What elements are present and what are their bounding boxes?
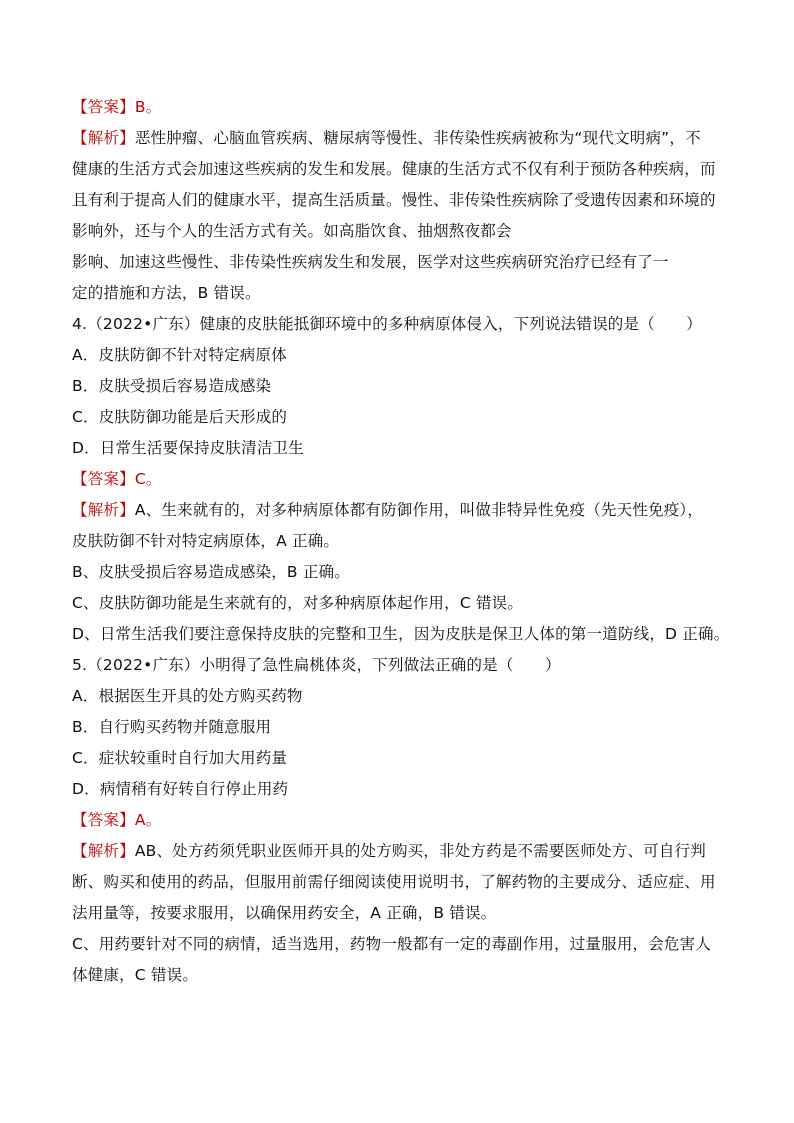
q4-option-b: B．皮肤受损后容易造成感染 xyxy=(72,377,272,395)
q5-stem: 5.（2022•广东）小明得了急性扁桃体炎，下列做法正确的是（ ） xyxy=(72,656,561,674)
document-page xyxy=(72,92,730,991)
q4-analysis-line-1 xyxy=(72,495,724,526)
q3-analysis-line-2: 健康的生活方式会加速这些疾病的发生和发展。健康的生活方式不仅有利于预防各种疾病，而 xyxy=(72,160,716,178)
q4-analysis-line-2: 皮肤防御不针对特定病原体，A 正确。 xyxy=(72,532,340,550)
q4-analysis-line-4: C、皮肤防御功能是生来就有的，对多种病原体起作用，C 错误。 xyxy=(72,594,524,612)
q3-analysis-line-6: 定的措施和方法，B 错误。 xyxy=(72,284,261,302)
q5-analysis-line-4: C、用药要针对不同的病情，适当选用，药物一般都有一定的毒副作用，过量服用，会危害人 xyxy=(72,935,712,953)
answer-text: A。 xyxy=(134,811,162,829)
q4-stem: 4.（2022•广东）健康的皮肤能抵御环境中的多种病原体侵入，下列说法错误的是（ ） xyxy=(72,315,702,333)
q4-option-c: C．皮肤防御功能是后天形成的 xyxy=(72,408,288,426)
q3-analysis-line-4: 影响外，还与个人的生活方式有关。如高脂饮食、抽烟熬夜都会 xyxy=(72,222,512,240)
answer-text: C。 xyxy=(134,470,162,488)
q5-answer xyxy=(72,805,724,836)
q4-analysis-line-3: B、皮肤受损后容易造成感染，B 正确。 xyxy=(72,563,350,581)
q4-analysis-line-5: D、日常生活我们要注意保持皮肤的完整和卫生，因为皮肤是保卫人体的第一道防线，D 正确。 xyxy=(72,625,730,643)
q5-analysis-line-5: 体健康，C 错误。 xyxy=(72,966,199,984)
q5-option-b: B．自行购买药物并随意服用 xyxy=(72,718,272,736)
answer-text: B。 xyxy=(134,98,162,116)
q3-answer xyxy=(72,92,724,123)
analysis-tag: 【解析】 xyxy=(72,842,135,860)
q5-analysis-line-1 xyxy=(72,836,724,867)
analysis-tag: 【解析】 xyxy=(72,129,135,147)
q4-answer xyxy=(72,464,724,495)
q3-analysis-line-3: 且有利于提高人们的健康水平，提高生活质量。慢性、非传染性疾病除了受遗传因素和环境的 xyxy=(72,191,716,209)
analysis-text: 恶性肿瘤、心脑血管疾病、糖尿病等慢性、非传染性疾病被称为“现代文明病”，不 xyxy=(134,129,701,147)
answer-tag: 【答案】 xyxy=(72,470,135,488)
q5-option-c: C．症状较重时自行加大用药量 xyxy=(72,749,288,767)
q4-option-a: A．皮肤防御不针对特定病原体 xyxy=(72,346,287,364)
analysis-tag: 【解析】 xyxy=(72,501,135,519)
q3-analysis-line-5: 影响、加速这些慢性、非传染性疾病发生和发展，医学对这些疾病研究治疗已经有了一 xyxy=(72,253,669,271)
q5-option-a: A．根据医生开具的处方购买药物 xyxy=(72,687,303,705)
analysis-text: A、生来就有的，对多种病原体都有防御作用，叫做非特异性免疫（先天性免疫）， xyxy=(134,501,704,519)
analysis-text: AB、处方药须凭职业医师开具的处方购买，非处方药是不需要医师处方、可自行判 xyxy=(134,842,706,860)
answer-tag: 【答案】 xyxy=(72,98,135,116)
q3-analysis-line-1 xyxy=(72,123,724,154)
q5-analysis-line-2: 断、购买和使用的药品，但服用前需仔细阅读使用说明书，了解药物的主要成分、适应症、用 xyxy=(72,873,716,891)
q5-analysis-line-3: 法用量等，按要求服用，以确保用药安全，A 正确，B 错误。 xyxy=(72,904,497,922)
q5-option-d: D．病情稍有好转自行停止用药 xyxy=(72,780,289,798)
q4-option-d: D．日常生活要保持皮肤清洁卫生 xyxy=(72,439,304,457)
answer-tag: 【答案】 xyxy=(72,811,135,829)
